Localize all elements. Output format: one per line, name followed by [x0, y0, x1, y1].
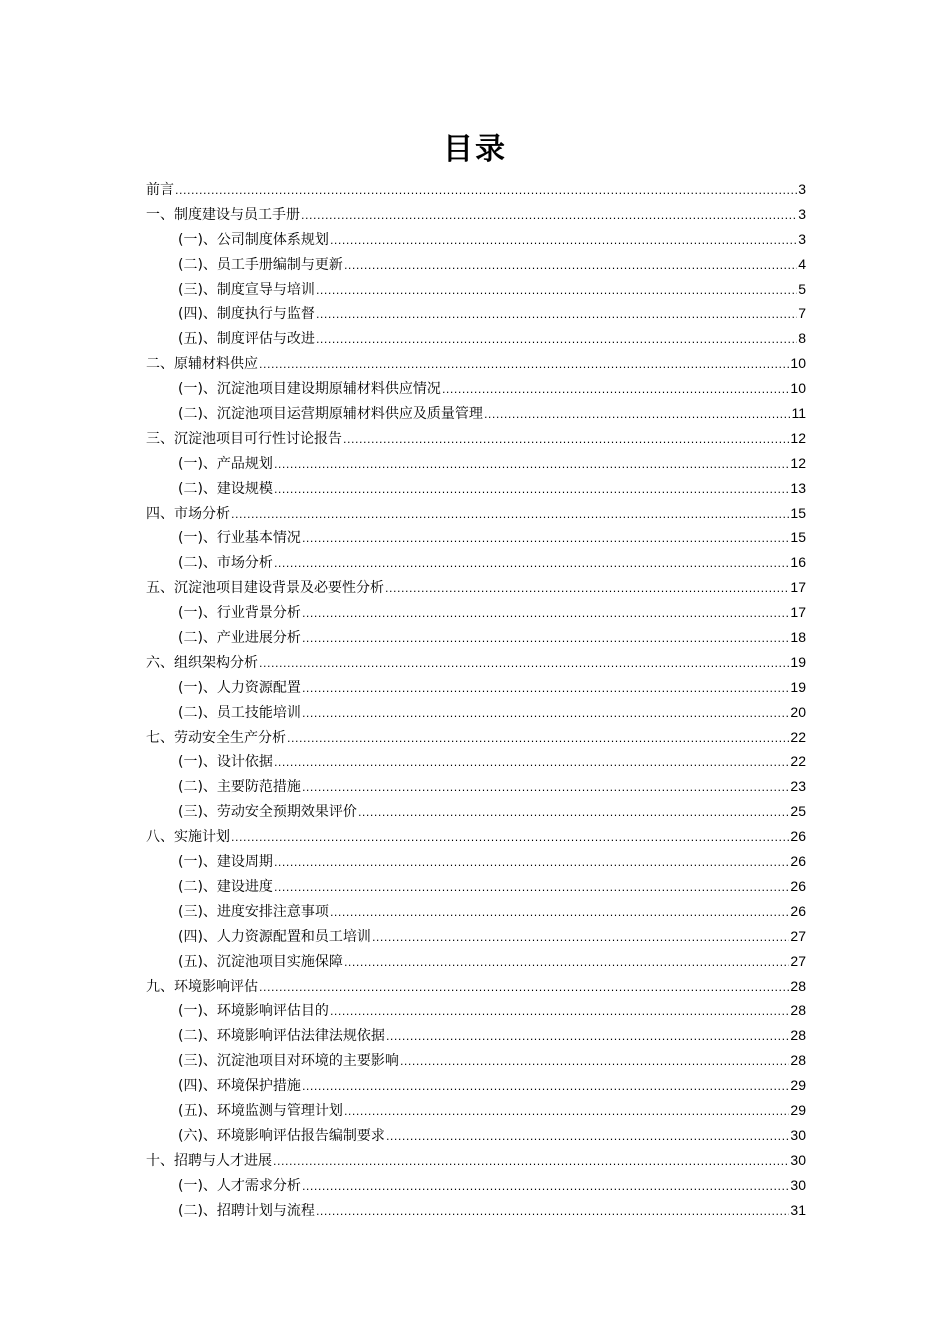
toc-entry[interactable] [146, 501, 806, 526]
toc-dot-leader [274, 751, 789, 776]
toc-entry-page-number: 13 [790, 479, 806, 496]
toc-entry[interactable] [146, 998, 806, 1023]
toc-entry[interactable] [146, 401, 806, 426]
toc-entry[interactable] [146, 874, 806, 899]
toc-dot-leader [302, 627, 789, 652]
toc-entry-page-number: 26 [790, 853, 806, 870]
toc-entry[interactable] [146, 675, 806, 700]
toc-entry-page-number: 11 [791, 405, 806, 422]
toc-dot-leader [231, 503, 789, 528]
toc-entry-label: (四)、制度执行与监督 [178, 306, 315, 323]
toc-entry-page-number: 29 [790, 1101, 806, 1118]
toc-entry[interactable] [146, 625, 806, 650]
toc-entry-page-number: 7 [798, 305, 806, 322]
toc-dot-leader [442, 378, 789, 403]
toc-entry-page-number: 28 [790, 1027, 806, 1044]
toc-entry[interactable] [146, 1048, 806, 1073]
toc-entry[interactable] [146, 1023, 806, 1048]
toc-entry-label: (三)、劳动安全预期效果评价 [178, 804, 357, 821]
toc-entry[interactable] [146, 1148, 806, 1173]
toc-dot-leader [386, 1125, 789, 1150]
toc-entry-page-number: 30 [790, 1151, 806, 1168]
toc-dot-leader [259, 353, 789, 378]
toc-entry-label: (二)、主要防范措施 [178, 779, 301, 796]
toc-entry-page-number: 26 [790, 902, 806, 919]
toc-dot-leader [330, 901, 789, 926]
toc-entry-page-number: 28 [790, 977, 806, 994]
toc-entry-page-number: 18 [790, 629, 806, 646]
toc-dot-leader [330, 1000, 789, 1025]
toc-dot-leader [344, 254, 797, 279]
toc-entry[interactable] [146, 824, 806, 849]
toc-entry[interactable] [146, 1198, 806, 1223]
toc-entry[interactable] [146, 974, 806, 999]
toc-entry-page-number: 25 [790, 803, 806, 820]
toc-entry-label: (二)、环境影响评估法律法规依据 [178, 1028, 385, 1045]
toc-entry[interactable] [146, 426, 806, 451]
toc-entry-label: (一)、环境影响评估目的 [178, 1003, 329, 1020]
toc-dot-leader [273, 1150, 789, 1175]
toc-entry-label: 八、实施计划 [146, 829, 230, 846]
toc-entry-label: 十、招聘与人才进展 [146, 1152, 272, 1169]
toc-entry-label: (二)、建设规模 [178, 480, 273, 497]
toc-entry-label: 三、沉淀池项目可行性讨论报告 [146, 430, 342, 447]
toc-entry[interactable] [146, 326, 806, 351]
toc-entry-label: 二、原辅材料供应 [146, 356, 258, 373]
toc-entry-page-number: 10 [790, 355, 806, 372]
toc-dot-leader [302, 1175, 789, 1200]
toc-entry[interactable] [146, 1073, 806, 1098]
toc-dot-leader [316, 328, 797, 353]
toc-entry-label: (二)、招聘计划与流程 [178, 1202, 315, 1219]
toc-entry[interactable] [146, 899, 806, 924]
toc-dot-leader [274, 851, 789, 876]
toc-entry-label: 九、环境影响评估 [146, 978, 258, 995]
toc-entry-page-number: 17 [790, 604, 806, 621]
toc-entry-label: 六、组织架构分析 [146, 654, 258, 671]
toc-entry-page-number: 3 [798, 230, 806, 247]
toc-dot-leader [287, 727, 789, 752]
toc-entry[interactable] [146, 1123, 806, 1148]
toc-entry-label: (三)、制度宣导与培训 [178, 281, 315, 298]
toc-entry-label: (二)、员工手册编制与更新 [178, 256, 343, 273]
toc-entry-label: (三)、沉淀池项目对环境的主要影响 [178, 1053, 399, 1070]
toc-entry-page-number: 28 [790, 1052, 806, 1069]
toc-entry-label: (二)、建设进度 [178, 878, 273, 895]
toc-entry-label: 五、沉淀池项目建设背景及必要性分析 [146, 580, 384, 597]
toc-entry[interactable] [146, 924, 806, 949]
toc-dot-leader [302, 677, 789, 702]
toc-dot-leader [386, 1025, 789, 1050]
toc-dot-leader [316, 303, 797, 328]
toc-entry-label: (一)、人才需求分析 [178, 1177, 301, 1194]
toc-entry[interactable] [146, 227, 806, 252]
toc-entry-page-number: 23 [790, 778, 806, 795]
toc-entry-label: 四、市场分析 [146, 505, 230, 522]
toc-entry[interactable] [146, 949, 806, 974]
toc-entry-label: (二)、产业进展分析 [178, 630, 301, 647]
toc-entry-label: (二)、沉淀池项目运营期原辅材料供应及质量管理 [178, 406, 483, 423]
toc-entry[interactable] [146, 177, 806, 202]
toc-entry-label: 七、劳动安全生产分析 [146, 729, 286, 746]
toc-entry[interactable] [146, 575, 806, 600]
toc-entry-label: 一、制度建设与员工手册 [146, 206, 300, 223]
toc-dot-leader [372, 926, 789, 951]
toc-entry[interactable] [146, 351, 806, 376]
toc-entry-label: (二)、市场分析 [178, 555, 273, 572]
toc-dot-leader [330, 229, 797, 254]
toc-entry-page-number: 8 [798, 330, 806, 347]
toc-entry-label: (一)、行业基本情况 [178, 530, 301, 547]
toc-entry[interactable] [146, 650, 806, 675]
toc-entry[interactable] [146, 1098, 806, 1123]
toc-entry[interactable] [146, 600, 806, 625]
toc-entry-page-number: 30 [790, 1126, 806, 1143]
toc-entry-page-number: 27 [790, 927, 806, 944]
toc-entry[interactable] [146, 1173, 806, 1198]
toc-dot-leader [259, 976, 789, 1001]
toc-entry-page-number: 22 [790, 753, 806, 770]
toc-entry[interactable] [146, 700, 806, 725]
toc-entry[interactable] [146, 550, 806, 575]
toc-title: 目录 [443, 132, 507, 167]
toc-entry[interactable] [146, 725, 806, 750]
toc-dot-leader [274, 552, 789, 577]
toc-entry-label: (五)、沉淀池项目实施保障 [178, 953, 343, 970]
toc-entry[interactable] [146, 277, 806, 302]
toc-entry-page-number: 15 [790, 504, 806, 521]
toc-entry-page-number: 4 [798, 255, 806, 272]
toc-dot-leader [400, 1050, 789, 1075]
toc-entry-page-number: 5 [798, 280, 806, 297]
toc-entry-label: (一)、产品规划 [178, 455, 273, 472]
toc-entry[interactable] [146, 849, 806, 874]
toc-dot-leader [301, 204, 797, 229]
toc-dot-leader [274, 478, 789, 503]
toc-entry-page-number: 3 [798, 205, 806, 222]
toc-entry-label: 前言 [146, 182, 174, 198]
toc-entry-page-number: 27 [790, 952, 806, 969]
toc-entry-page-number: 20 [790, 703, 806, 720]
toc-entry-label: (一)、沉淀池项目建设期原辅材料供应情况 [178, 381, 441, 398]
toc-dot-leader [344, 1100, 789, 1125]
toc-dot-leader [302, 702, 789, 727]
toc-entry-page-number: 28 [790, 1002, 806, 1019]
toc-entry-page-number: 26 [790, 828, 806, 845]
toc-entry[interactable] [146, 799, 806, 824]
toc-dot-leader [344, 951, 789, 976]
toc-entry-page-number: 19 [790, 653, 806, 670]
toc-entry-page-number: 15 [790, 529, 806, 546]
toc-entry[interactable] [146, 252, 806, 277]
toc-entry-label: (六)、环境影响评估报告编制要求 [178, 1127, 385, 1144]
toc-dot-leader [302, 602, 789, 627]
toc-dot-leader [316, 279, 797, 304]
toc-entry-label: (一)、公司制度体系规划 [178, 231, 329, 248]
toc-entry-label: (一)、行业背景分析 [178, 605, 301, 622]
toc-entry-page-number: 30 [790, 1176, 806, 1193]
toc-entry[interactable] [146, 451, 806, 476]
toc-entry-page-number: 19 [790, 678, 806, 695]
toc-dot-leader [302, 527, 789, 552]
toc-entry-page-number: 3 [798, 181, 806, 197]
toc-entry[interactable] [146, 774, 806, 799]
toc-dot-leader [316, 1200, 789, 1225]
toc-entry-label: (四)、环境保护措施 [178, 1078, 301, 1095]
toc-dot-leader [358, 801, 789, 826]
toc-entry[interactable] [146, 301, 806, 326]
toc-dot-leader [175, 179, 797, 204]
toc-dot-leader [302, 1075, 789, 1100]
toc-entry-page-number: 29 [790, 1077, 806, 1094]
toc-entry-label: (二)、员工技能培训 [178, 704, 301, 721]
toc-entry[interactable] [146, 202, 806, 227]
toc-entry[interactable] [146, 749, 806, 774]
toc-entry-page-number: 17 [790, 579, 806, 596]
toc-entry-label: (五)、环境监测与管理计划 [178, 1102, 343, 1119]
toc-entry-page-number: 22 [790, 728, 806, 745]
toc-entry[interactable] [146, 376, 806, 401]
toc-entry-page-number: 10 [790, 380, 806, 397]
toc-entry[interactable] [146, 525, 806, 550]
toc-dot-leader [484, 403, 791, 428]
toc-entry-page-number: 26 [790, 877, 806, 894]
toc-entry-label: (五)、制度评估与改进 [178, 331, 315, 348]
toc-entry-page-number: 12 [790, 454, 806, 471]
toc-entry-page-number: 12 [790, 429, 806, 446]
toc-dot-leader [274, 453, 789, 478]
toc-dot-leader [259, 652, 789, 677]
toc-entry-label: (一)、人力资源配置 [178, 679, 301, 696]
toc-dot-leader [274, 876, 789, 901]
toc-list [146, 177, 806, 1222]
toc-entry-page-number: 16 [790, 554, 806, 571]
toc-dot-leader [302, 776, 789, 801]
toc-entry-label: (一)、设计依据 [178, 754, 273, 771]
toc-dot-leader [231, 826, 789, 851]
toc-entry-page-number: 31 [790, 1201, 806, 1218]
toc-dot-leader [343, 428, 789, 453]
toc-entry[interactable] [146, 476, 806, 501]
toc-entry-label: (四)、人力资源配置和员工培训 [178, 928, 371, 945]
toc-dot-leader [385, 577, 789, 602]
toc-entry-label: (三)、进度安排注意事项 [178, 903, 329, 920]
toc-entry-label: (一)、建设周期 [178, 854, 273, 871]
